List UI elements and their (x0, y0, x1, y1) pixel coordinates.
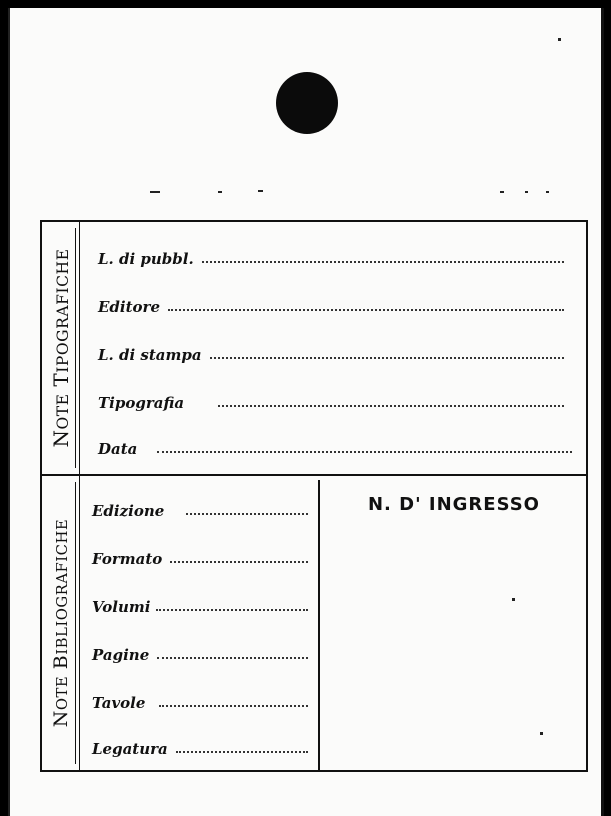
field-label: L. di stampa (98, 346, 202, 364)
ink-speck (540, 732, 543, 735)
field-label: L. di pubbl. (98, 250, 194, 268)
title-letter: T (49, 372, 73, 387)
title-word-rest: OTE (54, 393, 72, 430)
note-bibliografiche-section (42, 476, 586, 770)
dotted-line (168, 309, 564, 311)
field-label: Tavole (92, 694, 146, 712)
ink-speck (558, 38, 561, 41)
field-pagine[interactable] (92, 640, 308, 664)
dotted-line (218, 405, 564, 407)
column-divider (318, 480, 320, 770)
field-edizione[interactable] (92, 496, 308, 520)
field-label: Legatura (92, 740, 168, 758)
dotted-line (157, 657, 308, 659)
numero-ingresso-label: N. D' INGRESSO (367, 494, 540, 515)
field-label: Data (98, 440, 138, 458)
dotted-line (202, 261, 564, 263)
ink-speck (150, 191, 160, 193)
side-label-column (42, 476, 80, 770)
field-editore[interactable] (98, 292, 564, 316)
title-word-rest: OTE (54, 675, 71, 711)
ink-speck (525, 191, 528, 193)
punch-hole (276, 72, 338, 134)
title-letter: N (49, 429, 73, 448)
dotted-line (159, 705, 308, 707)
note-tipografiche-title (49, 248, 73, 447)
dotted-line (170, 561, 308, 563)
field-tavole[interactable] (92, 688, 308, 712)
field-data[interactable] (98, 434, 572, 458)
ink-speck (500, 191, 504, 193)
note-tipografiche-section (42, 222, 586, 476)
title-word-rest: IBLIOGRAFICHE (54, 518, 71, 655)
catalog-card (8, 8, 604, 816)
ink-speck (218, 191, 222, 193)
field-legatura[interactable] (92, 734, 308, 758)
title-letter: B (50, 654, 72, 670)
field-label: Formato (92, 550, 163, 568)
field-label: Tipografia (98, 394, 185, 412)
field-label: Volumi (92, 598, 151, 616)
note-bibliografiche-title (50, 519, 72, 727)
field-label: Editore (98, 298, 160, 316)
field-formato[interactable] (92, 544, 308, 568)
form-frame (40, 220, 588, 772)
ink-speck (512, 598, 515, 601)
field-tipografia[interactable] (98, 388, 564, 412)
dotted-line (156, 609, 308, 611)
ink-speck (258, 190, 263, 192)
field-label: Pagine (92, 646, 150, 664)
field-luogo-stampa[interactable] (98, 340, 564, 364)
dotted-line (157, 451, 572, 453)
ink-speck (546, 191, 549, 193)
dotted-line (176, 751, 308, 753)
field-volumi[interactable] (92, 592, 308, 616)
field-luogo-pubblicazione[interactable] (98, 244, 564, 268)
dotted-line (186, 513, 308, 515)
title-word-rest: IPOGRAFICHE (54, 248, 72, 373)
side-label-column (42, 222, 80, 474)
dotted-line (210, 357, 564, 359)
field-label: Edizione (92, 502, 165, 520)
title-letter: N (50, 710, 72, 728)
